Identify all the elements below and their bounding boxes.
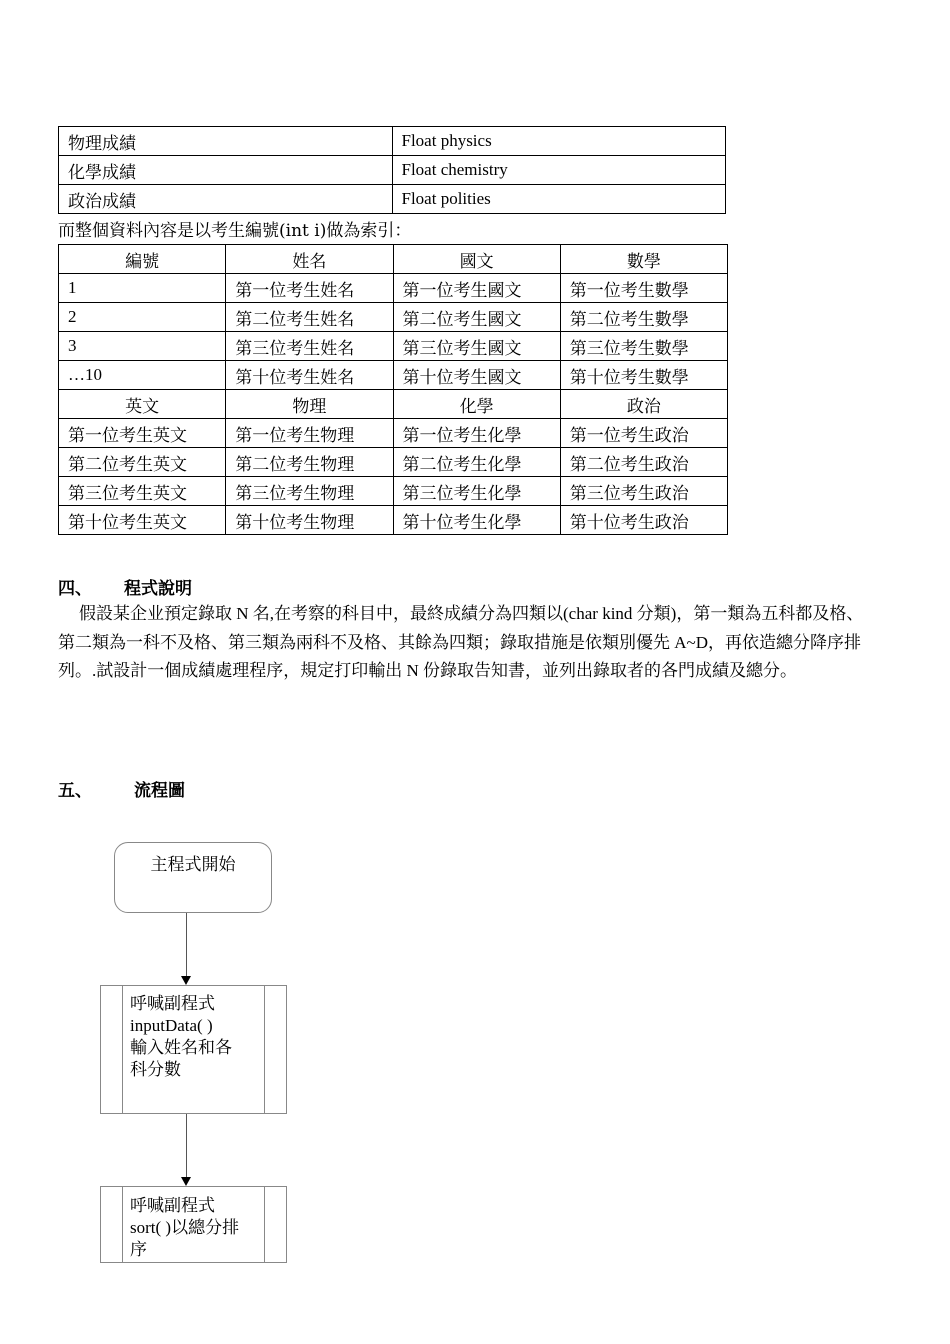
table-row [59,303,728,332]
table-cell: 第十位考生英文 [59,506,226,535]
process-line: inputData( ) [130,1016,213,1035]
header-cell: 物理 [226,390,393,419]
flowchart-connector [186,1114,187,1178]
header-cell: 編號 [59,245,226,274]
table-cell: 第十位考生政治 [560,506,727,535]
section-title: 流程圖 [134,781,185,801]
process-line: 呼喊副程式 [130,1196,215,1215]
table-header-row [59,245,728,274]
table-cell: 第一位考生英文 [59,419,226,448]
table-cell: 第三位考生國文 [393,332,560,361]
var-label: 化學成績 [59,156,393,185]
start-node-label: 主程式開始 [150,855,236,875]
process-line: 序 [130,1240,147,1259]
var-type: Float polities [392,185,726,214]
table-cell: 第二位考生姓名 [226,303,393,332]
table-cell: 第十位考生化學 [393,506,560,535]
var-type: Float physics [392,127,726,156]
table-row [59,419,728,448]
table-row [59,477,728,506]
table-cell: 第二位考生物理 [226,448,393,477]
header-cell: 政治 [560,390,727,419]
section-number: 四、 [58,579,92,599]
arrow-down-icon [181,1177,191,1186]
section-heading [58,776,185,801]
flowchart-connector [186,913,187,977]
table-cell: 第十位考生數學 [560,361,727,390]
section-title: 程式說明 [124,579,192,599]
flowchart-process-node [100,1186,287,1263]
table-row [59,185,726,214]
table-cell: 2 [59,303,226,332]
table-row [59,332,728,361]
table-cell: 第三位考生英文 [59,477,226,506]
table-cell: 第二位考生英文 [59,448,226,477]
var-type: Float chemistry [392,156,726,185]
table-cell: 1 [59,274,226,303]
header-cell: 化學 [393,390,560,419]
table-cell: 第三位考生姓名 [226,332,393,361]
program-description: 假設某企业預定錄取 N 名,在考察的科目中，最終成績分為四類以(char kind 分類)，第一類為五科都及格、第二類為一科不及格、第三類為兩科不及格、其餘為四類；錄取措施是依類別優先 A~D，再依造總分降序排列。.試設計一個成績處理程序，規定打印輸出 N 份錄取告知書，並列出錄取者的各門成績及總分。 [58,604,864,680]
process-line: sort( )以總分排 [130,1218,240,1237]
index-note: 而整個資料內容是以考生編號(int i)做為索引： [58,221,412,241]
table-cell: 第三位考生數學 [560,332,727,361]
header-cell: 姓名 [226,245,393,274]
table-cell: 第一位考生姓名 [226,274,393,303]
score-table [58,244,728,535]
table-cell: 第三位考生化學 [393,477,560,506]
table-cell: 第一位考生化學 [393,419,560,448]
table-cell: 第一位考生政治 [560,419,727,448]
table-cell: 第三位考生政治 [560,477,727,506]
table-cell: 第三位考生物理 [226,477,393,506]
table-cell: 第二位考生政治 [560,448,727,477]
var-label: 物理成績 [59,127,393,156]
table-row [59,274,728,303]
table-cell: 第二位考生數學 [560,303,727,332]
table-cell: 第一位考生數學 [560,274,727,303]
table-row [59,156,726,185]
table-cell: 第十位考生姓名 [226,361,393,390]
table-cell: 第二位考生國文 [393,303,560,332]
process-line: 科分數 [130,1060,181,1079]
arrow-down-icon [181,976,191,985]
flowchart-start-node [114,842,272,913]
table-cell: 第二位考生化學 [393,448,560,477]
table-cell: …10 [59,361,226,390]
process-line: 輸入姓名和各 [130,1038,232,1057]
process-line: 呼喊副程式 [130,994,215,1013]
table-cell: 第十位考生物理 [226,506,393,535]
variable-table [58,126,726,214]
table-row [59,448,728,477]
table-cell: 3 [59,332,226,361]
header-cell: 數學 [560,245,727,274]
table-row [59,127,726,156]
table-row [59,361,728,390]
table-cell: 第一位考生物理 [226,419,393,448]
table-cell: 第一位考生國文 [393,274,560,303]
header-cell: 英文 [59,390,226,419]
table-cell: 第十位考生國文 [393,361,560,390]
section-heading [58,574,192,599]
header-cell: 國文 [393,245,560,274]
table-row [59,506,728,535]
table-header-row [59,390,728,419]
flowchart-process-node [100,985,287,1114]
section-number: 五、 [58,781,92,801]
var-label: 政治成績 [59,185,393,214]
